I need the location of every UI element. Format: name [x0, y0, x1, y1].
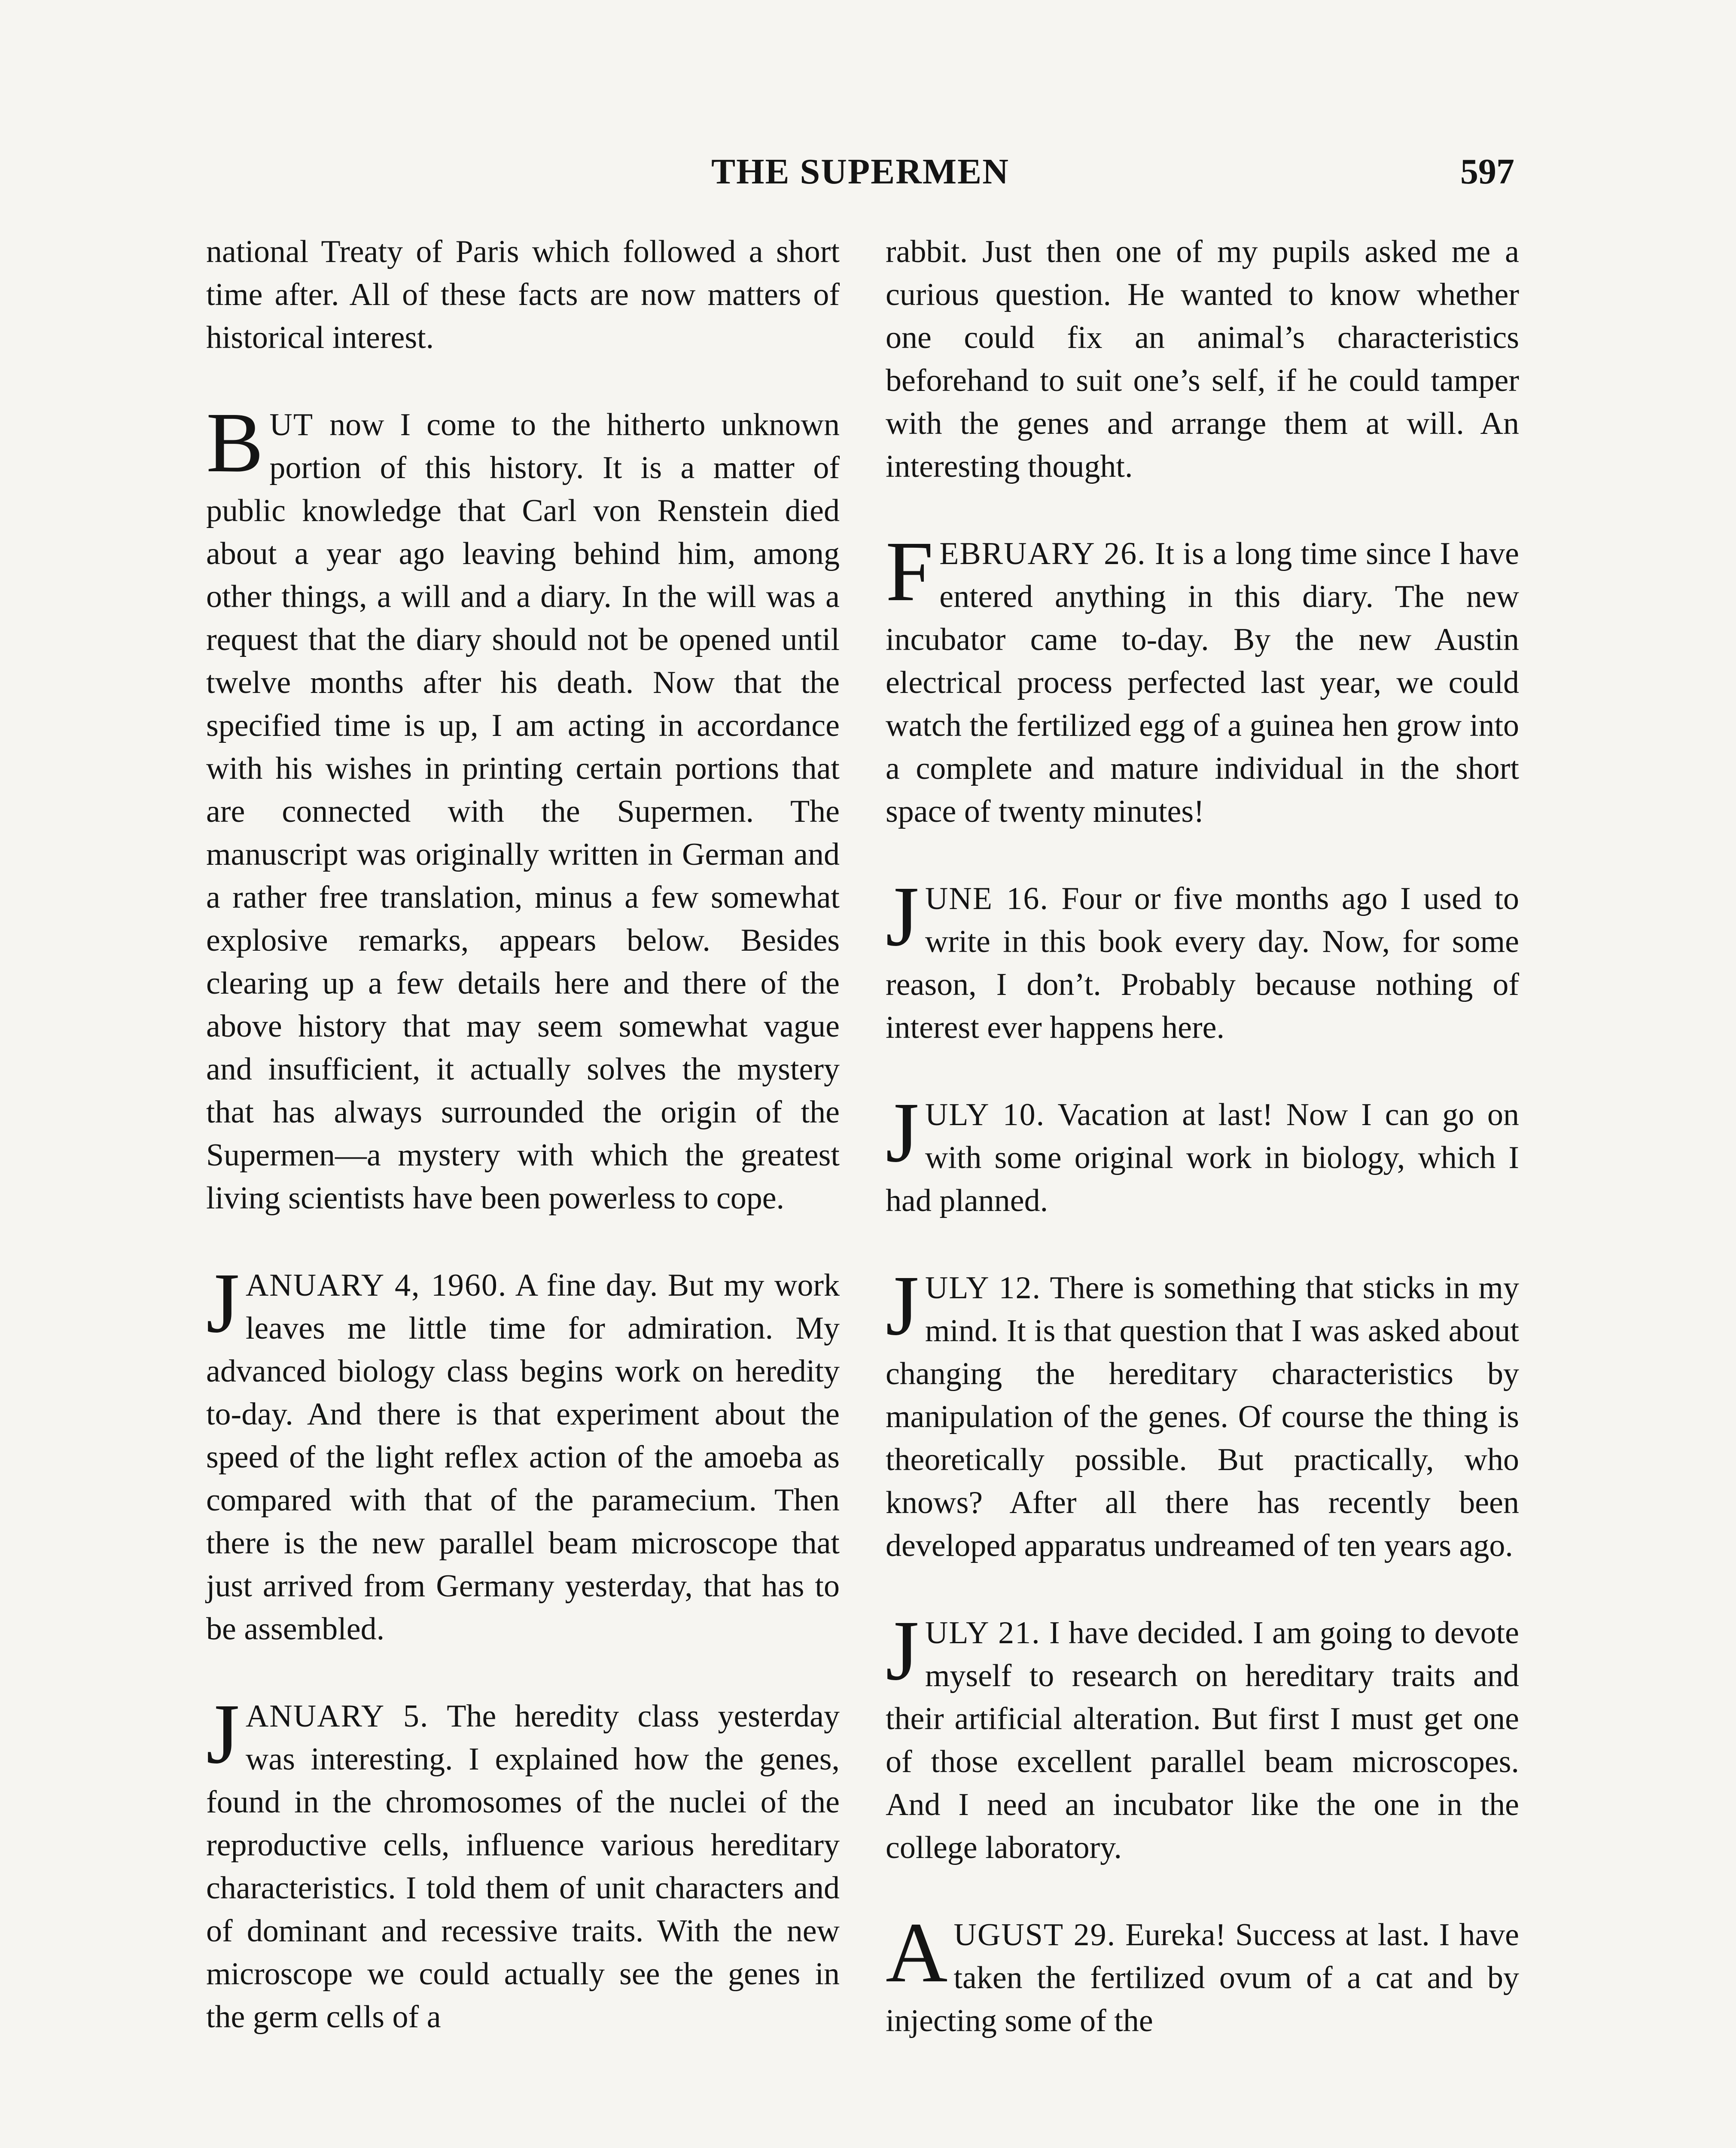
- paragraph-text: now I come to the hitherto unknown portion of this history. It is a matter of public knowledge that Carl von Renstein died about a year ago leaving behind him, among other things, a will and a diary. In the will was a request that the diary should not be opened until twelve months after his death. Now that the specified time is up, I am acting in accordance with his wishes in printing certain portions that are connected with the Supermen. The manuscript was originally written in German and a rather free translation, minus a few somewhat explosive remarks, appears below. Besides clearing up a few details here and there of the above history that may seem somewhat vague and insufficient, it actually solves the mystery that has always surrounded the origin of the Supermen—a mystery with which the greatest living scientists have been powerless to cope.: [206, 407, 840, 1216]
- paragraph: [206, 1687, 840, 2038]
- drop-cap: J: [886, 1603, 919, 1698]
- drop-cap: B: [206, 395, 264, 490]
- running-title: THE SUPERMEN: [711, 152, 1009, 192]
- paragraph: [886, 1258, 1519, 1567]
- paragraph-text: Four or five months ago I used to write in this book every day. Now, for some reason, I don’t. Probably because nothing of interest ever happens here.: [886, 881, 1520, 1045]
- paragraph-lead: ULY 10.: [925, 1097, 1045, 1132]
- paragraph: [206, 395, 840, 1220]
- paragraph: [886, 1603, 1519, 1869]
- paragraph-lead: UT: [269, 407, 314, 442]
- paragraph: [886, 1085, 1520, 1222]
- drop-cap: J: [886, 1085, 919, 1180]
- right-column: [886, 230, 1519, 2087]
- paragraph-lead: ANUARY 4, 1960.: [245, 1268, 507, 1303]
- drop-cap: A: [886, 1905, 948, 2000]
- paragraph-lead: ANUARY 5.: [245, 1699, 429, 1734]
- drop-cap: F: [886, 524, 934, 619]
- paragraph: [886, 524, 1519, 833]
- paragraph-lead: ULY 21.: [925, 1615, 1041, 1651]
- drop-cap: J: [206, 1687, 240, 1782]
- paragraph: [886, 1905, 1520, 2042]
- drop-cap: J: [206, 1256, 240, 1351]
- running-head: [206, 142, 1514, 202]
- paragraph-lead: UGUST 29.: [953, 1917, 1116, 1953]
- paragraph-text: There is something that sticks in my mind. It is that question that I was asked about changing the hereditary characteristics by manipulation of the genes. Of course the thing is theoretically possible. But practically, who knows? After all there has recently been developed apparatus undreamed of ten years ago.: [886, 1270, 1519, 1563]
- paragraph-text: Eureka! Success at last. I have taken the fertilized ovum of a cat and by injecting some of the: [886, 1917, 1520, 2038]
- paragraph-lead: ULY 12.: [925, 1270, 1042, 1306]
- drop-cap: J: [886, 869, 919, 964]
- paragraph-text: rabbit. Just then one of my pupils asked me a curious question. He wanted to know whether one could fix an animal’s characteristics beforehand to suit one’s self, if he could tamper with the genes and arrange them at will. An interesting thought.: [886, 234, 1519, 484]
- paragraph-text: Vacation at last! Now I can go on with some original work in biology, which I had planned.: [886, 1097, 1520, 1218]
- paragraph: [886, 230, 1519, 488]
- paragraph: [206, 230, 840, 359]
- paragraph-text: It is a long time since I have entered anything in this diary. The new incubator came to-day. By the new Austin electrical process perfected last year, we could watch the fertilized egg of a guinea hen grow into a complete and mature individual in the short space of twenty minutes!: [886, 536, 1519, 829]
- paragraph: [206, 1256, 840, 1651]
- paragraph-lead: EBRUARY 26.: [939, 536, 1146, 571]
- paragraph-text: A fine day. But my work leaves me little time for admiration. My advanced biology class begins work on heredity to-day. And there is that experiment about the speed of the light reflex action of the amoeba as compared with that of the paramecium. Then there is the new parallel beam microscope that just arrived from Germany yesterday, that has to be assembled.: [206, 1268, 840, 1647]
- paragraph-text: national Treaty of Paris which followed a short time after. All of these facts are now matters of historical interest.: [206, 234, 840, 355]
- paragraph: [886, 869, 1520, 1049]
- paragraph-text: The heredity class yesterday was interesting. I explained how the genes, found in the chromosomes of the nuclei of the reproductive cells, influence various hereditary characteristics. I told them of unit characters and of dominant and recessive traits. With the new microscope we could actually see the genes in the germ cells of a: [206, 1699, 840, 2035]
- drop-cap: J: [886, 1258, 919, 1353]
- left-column: [206, 230, 840, 2083]
- page-number: 597: [1460, 152, 1514, 192]
- paragraph-lead: UNE 16.: [925, 881, 1049, 916]
- paragraph-text: I have decided. I am going to devote myself to research on hereditary traits and their artificial alteration. But first I must get one of those excellent parallel beam microscopes. And I need an incubator like the one in the college laboratory.: [886, 1615, 1519, 1865]
